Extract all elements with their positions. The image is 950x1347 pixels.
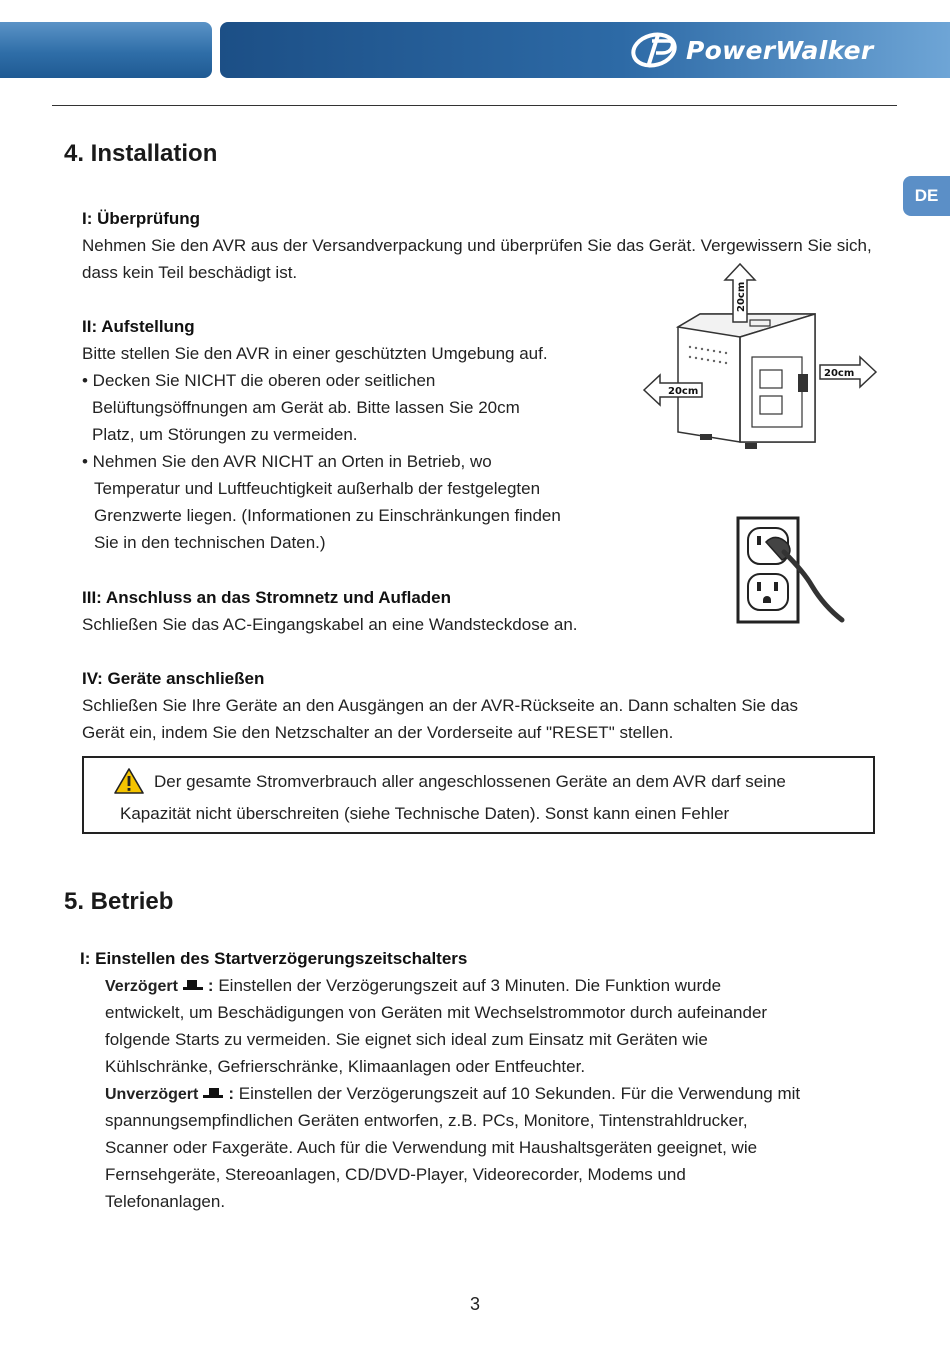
- undelayed-label: Unverzögert: [105, 1086, 199, 1103]
- page-number: 3: [469, 1294, 480, 1314]
- undelayed-switch-icon: [202, 1086, 224, 1100]
- delayed-switch-icon: [182, 978, 204, 992]
- text-aufstellung-3: Belüftungsöffnungen am Gerät ab. Bitte lassen Sie 20cm: [92, 398, 520, 417]
- delayed-text-2: entwickelt, um Beschädigungen von Geräten mit Wechselstrommotor durch aufeinander: [105, 1003, 768, 1022]
- header-band-left: [0, 22, 212, 78]
- text-aufstellung-6: Temperatur und Luftfeuchtigkeit außerhalb der festgelegten: [94, 479, 541, 498]
- text-aufstellung-7: Grenzwerte liegen. (Informationen zu Einschränkungen finden: [94, 506, 561, 525]
- text-ueberpruefung-1: Nehmen Sie den AVR aus der Versandverpackung und überprüfen Sie das Gerät. Vergewissern Sie sich,: [82, 236, 872, 255]
- text-aufstellung-5: • Nehmen Sie den AVR NICHT an Orten in Betrieb, wo: [82, 452, 492, 471]
- warning-icon: [114, 767, 144, 795]
- heading-geraete: IV: Geräte anschließen: [82, 669, 265, 688]
- warning-text-1: Der gesamte Stromverbrauch aller angeschlossenen Geräte an dem AVR darf seine: [154, 772, 786, 791]
- delayed-text-3: folgende Starts zu vermeiden. Sie eignet sich ideal zum Einsatz mit Geräten wie: [105, 1030, 708, 1049]
- undelayed-text-5: Telefonanlagen.: [105, 1192, 226, 1211]
- warning-box: [82, 756, 875, 834]
- undelayed-text-2: spannungsempfindlichen Geräten entworfen, z.B. PCs, Monitore, Tintenstrahldrucker,: [105, 1111, 748, 1130]
- heading-startverzoegerung: I: Einstellen des Startverzögerungszeitschalters: [80, 949, 468, 968]
- label-top-20cm: 20cm: [736, 281, 747, 312]
- delayed-text-4: Kühlschränke, Gefrierschränke, Klimaanlagen oder Entfeuchter.: [105, 1057, 586, 1076]
- brand-name: PowerWalker: [686, 35, 874, 65]
- heading-anschluss: III: Anschluss an das Stromnetz und Aufladen: [82, 588, 452, 607]
- language-tab: DE: [903, 176, 950, 216]
- header-rule: [52, 105, 897, 106]
- brand-logo: [628, 27, 874, 73]
- undelayed-text-3: Scanner oder Faxgeräte. Auch für die Verwendung mit Haushaltsgeräten geeignet, wie: [105, 1138, 758, 1157]
- wall-outlet-figure: [736, 516, 846, 624]
- label-right-20cm: 20cm: [824, 368, 855, 379]
- text-aufstellung-1: Bitte stellen Sie den AVR in einer geschützten Umgebung auf.: [82, 344, 548, 363]
- undelayed-text: Einstellen der Verzögerungszeit auf 10 Sekunden. Für die Verwendung mit: [238, 1084, 801, 1103]
- section-title-installation: 4. Installation: [64, 140, 218, 167]
- heading-aufstellung: II: Aufstellung: [82, 317, 195, 336]
- delayed-label: Verzögert: [105, 978, 178, 995]
- text-aufstellung-8: Sie in den technischen Daten.): [94, 533, 326, 552]
- text-geraete-1: Schließen Sie Ihre Geräte an den Ausgängen an der AVR-Rückseite an. Dann schalten Sie das: [82, 696, 799, 715]
- label-left-20cm: 20cm: [668, 386, 699, 397]
- undelayed-line: Unverzögert : Einstellen der Verzögerungszeit auf 10 Sekunden. Für die Verwendung mit: [105, 1084, 801, 1103]
- section-title-betrieb: 5. Betrieb: [64, 888, 174, 915]
- text-geraete-2: Gerät ein, indem Sie den Netzschalter an der Vorderseite auf "RESET" stellen.: [82, 723, 674, 742]
- avr-clearance-figure: [640, 262, 880, 458]
- text-aufstellung-2: • Decken Sie NICHT die oberen oder seitlichen: [82, 371, 436, 390]
- heading-ueberpruefung: I: Überprüfung: [82, 209, 201, 228]
- text-aufstellung-4: Platz, um Störungen zu vermeiden.: [92, 425, 358, 444]
- text-ueberpruefung-2: dass kein Teil beschädigt ist.: [82, 263, 298, 282]
- warning-text-2: Kapazität nicht überschreiten (siehe Technische Daten). Sonst kann einen Fehler: [120, 804, 730, 823]
- text-anschluss-1: Schließen Sie das AC-Eingangskabel an eine Wandsteckdose an.: [82, 615, 578, 634]
- delayed-text: Einstellen der Verzögerungszeit auf 3 Minuten. Die Funktion wurde: [218, 976, 722, 995]
- power-logo-icon: [628, 27, 688, 73]
- delayed-line: Verzögert : Einstellen der Verzögerungszeit auf 3 Minuten. Die Funktion wurde: [105, 976, 722, 995]
- undelayed-text-4: Fernsehgeräte, Stereoanlagen, CD/DVD-Player, Videorecorder, Modems und: [105, 1165, 686, 1184]
